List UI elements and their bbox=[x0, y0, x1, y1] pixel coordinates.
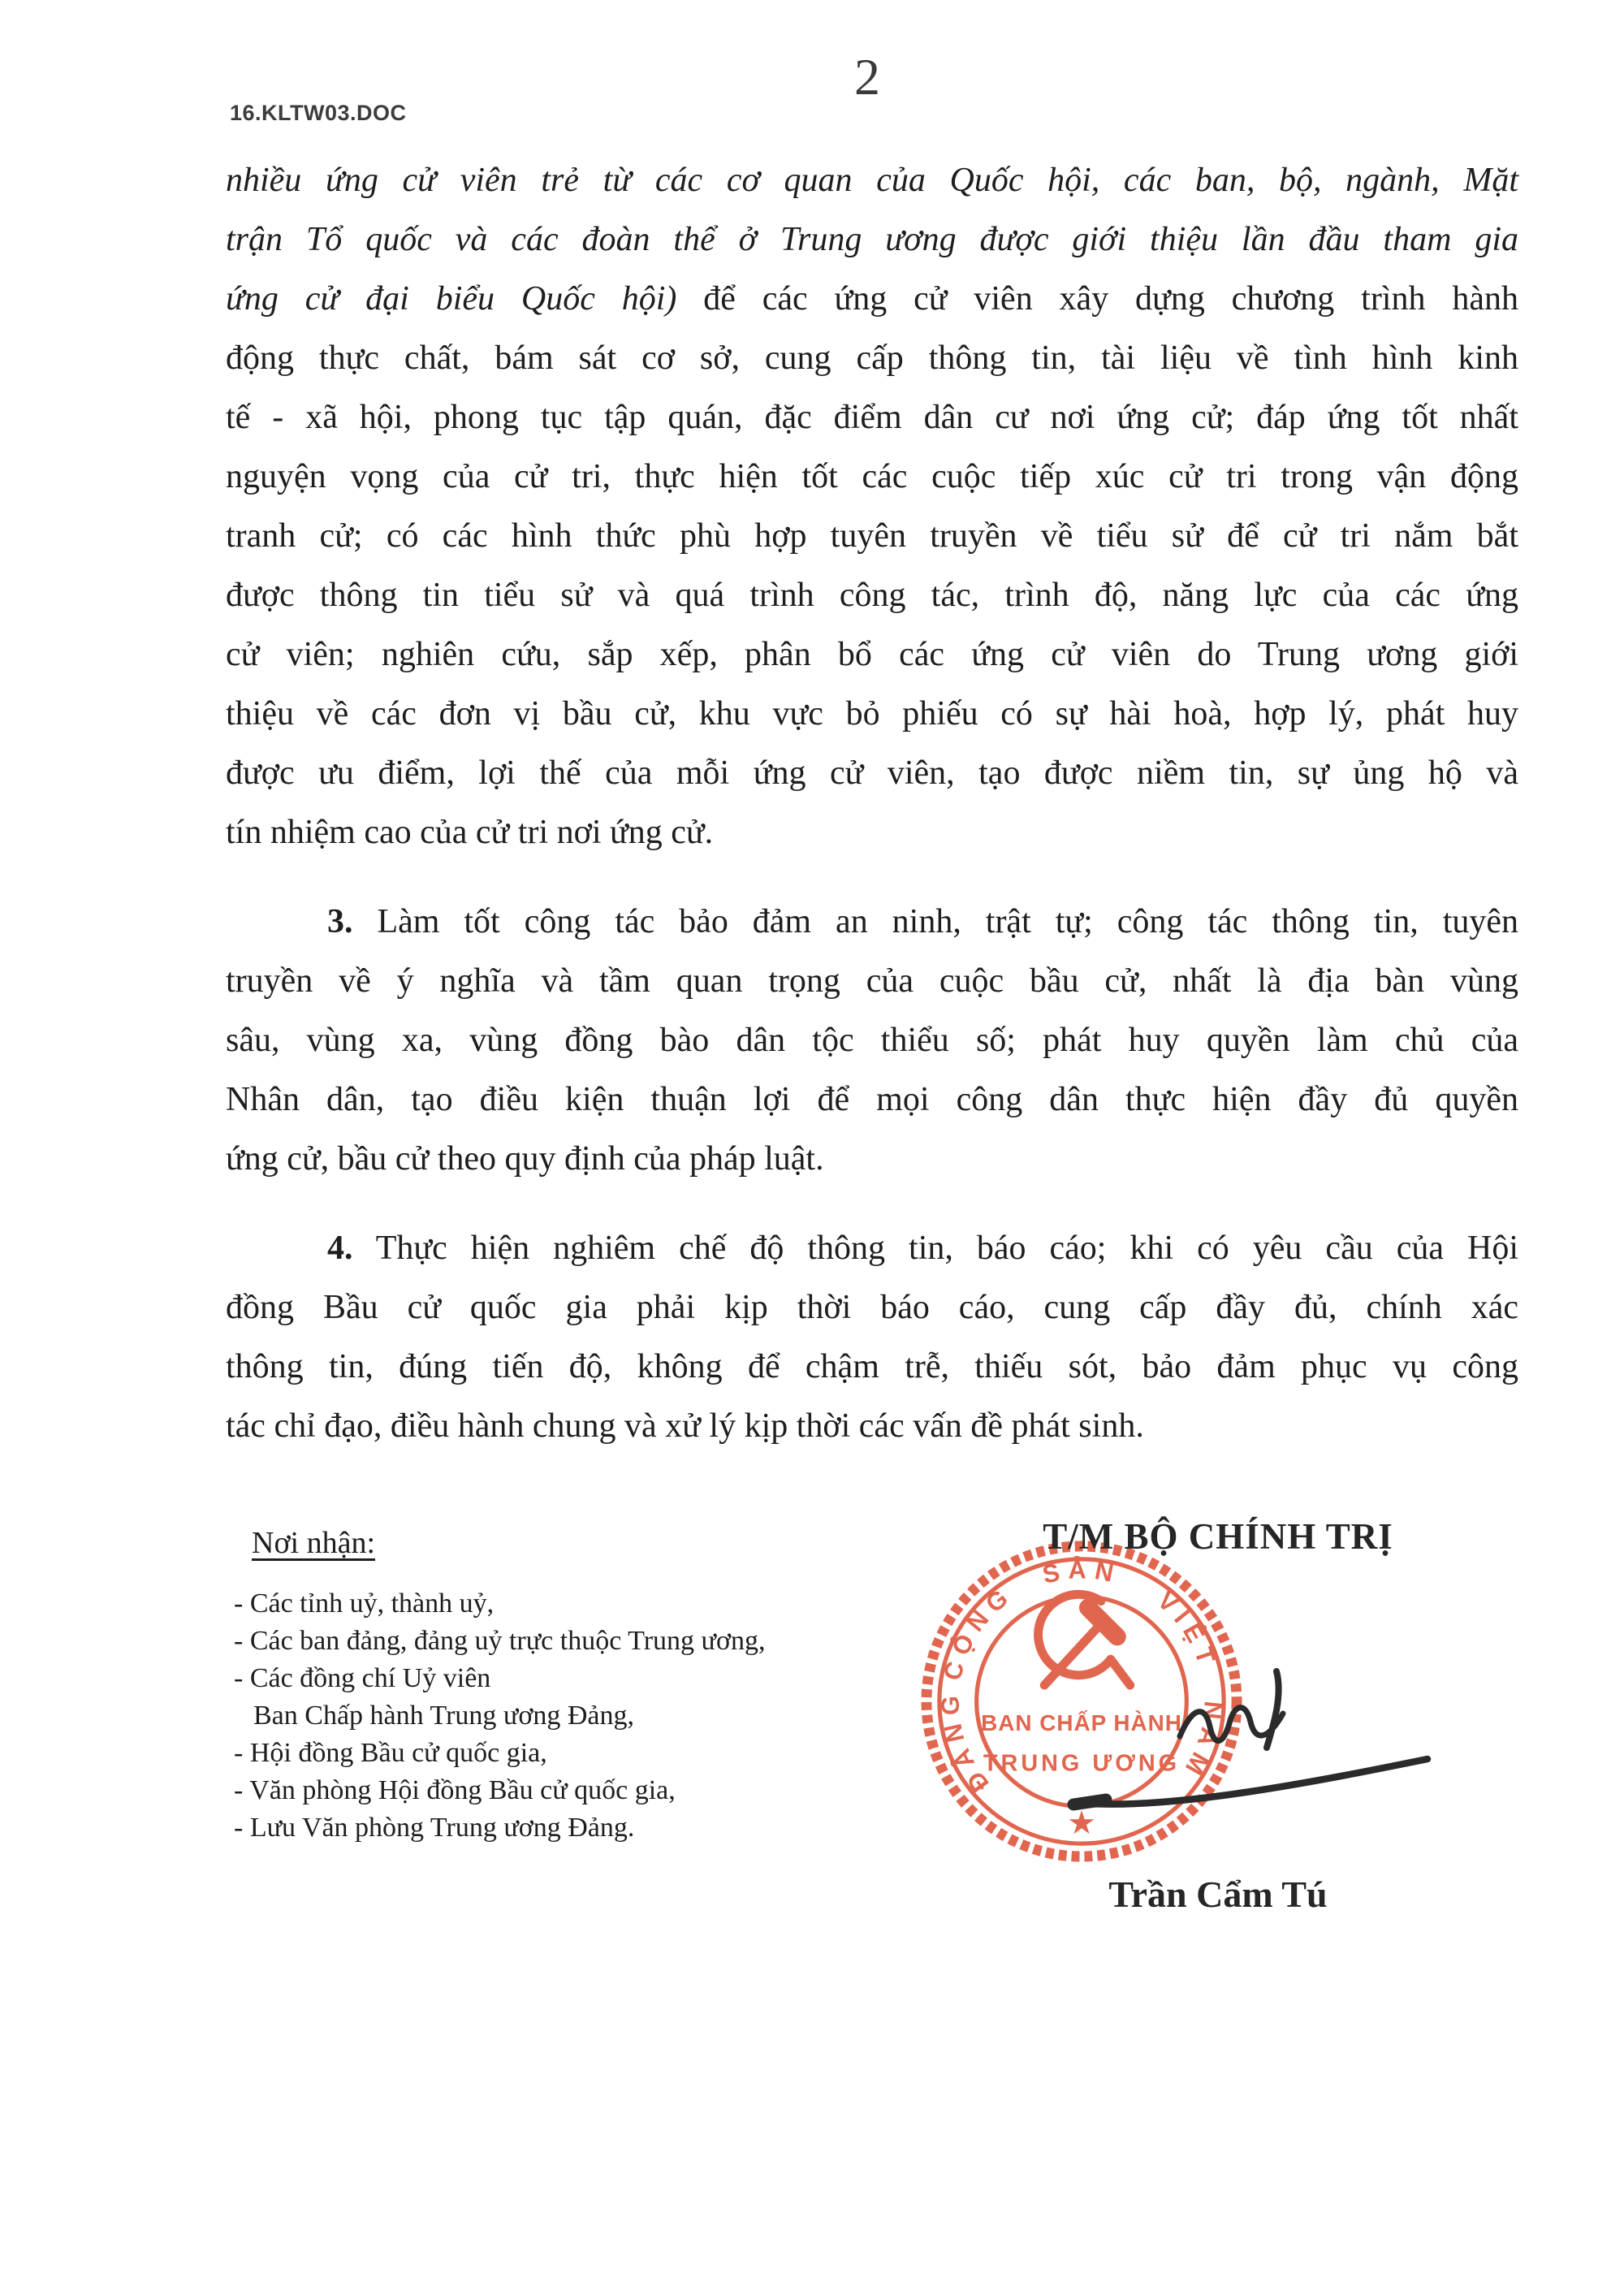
handwritten-signature bbox=[1064, 1657, 1462, 1819]
text-line: ứng cử, bầu cử theo quy định của pháp luật. bbox=[226, 1140, 824, 1178]
text-line: thiệu về các đơn vị bầu cử, khu vực bỏ phiếu có sự hài hoà, hợp lý, phát huy bbox=[226, 695, 1518, 733]
text-line: Nhân dân, tạo điều kiện thuận lợi để mọi công dân thực hiện đầy đủ quyền bbox=[226, 1081, 1518, 1118]
text-line: tác chỉ đạo, điều hành chung và xử lý kịp thời các vấn đề phát sinh. bbox=[226, 1407, 1144, 1445]
stamp-center-line1: BAN CHẤP HÀNH bbox=[981, 1709, 1182, 1735]
recipients-heading: Nơi nhận: bbox=[252, 1526, 376, 1560]
signature-underline-stroke bbox=[1080, 1759, 1427, 1804]
paragraph-4 bbox=[226, 1219, 1518, 1456]
text-line: tế - xã hội, phong tục tập quán, đặc điểm dân cư nơi ứng cử; đáp ứng tốt nhất bbox=[226, 399, 1518, 436]
signature-loops bbox=[1180, 1708, 1283, 1741]
text-line: cử viên; nghiên cứu, sắp xếp, phân bổ các ứng cử viên do Trung ương giới bbox=[226, 636, 1518, 673]
text-line: được thông tin tiểu sử và quá trình công tác, trình độ, năng lực của các ứng bbox=[226, 577, 1518, 614]
stamp-ring-word: VIỆT bbox=[1151, 1585, 1224, 1675]
stamp-ring-word: CỘNG bbox=[937, 1579, 1019, 1683]
text-line: trận Tổ quốc và các đoàn thể ở Trung ương được giới thiệu lần đầu tham gia bbox=[226, 221, 1518, 258]
stamp-ring-word: SẢN bbox=[1039, 1555, 1124, 1589]
text-line: nhiều ứng cử viên trẻ từ các cơ quan của Quốc hội, các ban, bộ, ngành, Mặt bbox=[226, 162, 1518, 199]
text-line: được ưu điểm, lợi thế của mỗi ứng cử viên, tạo được niềm tin, sự ủng hộ và bbox=[226, 754, 1518, 792]
text-line: thông tin, đúng tiến độ, không để chậm trễ, thiếu sót, bảo đảm phục vụ công bbox=[226, 1348, 1518, 1385]
recipient-item: - Văn phòng Hội đồng Bầu cử quốc gia, bbox=[234, 1775, 676, 1805]
text-line: 3. Làm tốt công tác bảo đảm an ninh, trật tự; công tác thông tin, tuyên bbox=[327, 903, 1518, 940]
text-line: tín nhiệm cao của cử tri nơi ứng cử. bbox=[226, 814, 714, 851]
recipients-block bbox=[234, 1524, 883, 1847]
text-line: nguyện vọng của cử tri, thực hiện tốt các cuộc tiếp xúc cử tri trong vận động bbox=[226, 458, 1518, 495]
text-line: đồng Bầu cử quốc gia phải kịp thời báo cáo, cung cấp đầy đủ, chính xác bbox=[226, 1289, 1518, 1326]
signing-authority-title: T/M BỘ CHÍNH TRỊ bbox=[1043, 1516, 1393, 1557]
signature-ink-blob bbox=[1073, 1800, 1106, 1804]
text-line: truyền về ý nghĩa và tầm quan trọng của cuộc bầu cử, nhất là địa bàn vùng bbox=[226, 962, 1518, 1000]
star-icon: ★ bbox=[1067, 1805, 1096, 1842]
text-line: sâu, vùng xa, vùng đồng bào dân tộc thiểu số; phát huy quyền làm chủ của bbox=[226, 1022, 1518, 1059]
file-reference: 16.KLTW03.DOC bbox=[230, 101, 407, 125]
recipient-item: Ban Chấp hành Trung ương Đảng, bbox=[253, 1701, 634, 1731]
body-text bbox=[226, 151, 1518, 1456]
text-line: tranh cử; có các hình thức phù hợp tuyên truyền về tiểu sử để cử tri nắm bắt bbox=[226, 517, 1518, 555]
paragraph-continuation bbox=[226, 151, 1518, 862]
recipient-item: - Các tỉnh uỷ, thành uỷ, bbox=[234, 1588, 495, 1619]
recipient-item: - Các đồng chí Uỷ viên bbox=[234, 1663, 491, 1693]
text-line: động thực chất, bám sát cơ sở, cung cấp thông tin, tài liệu về tình hình kinh bbox=[226, 339, 1518, 377]
signer-name: Trần Cẩm Tú bbox=[1108, 1874, 1328, 1915]
recipient-item: - Các ban đảng, đảng uỷ trực thuộc Trung ương, bbox=[234, 1626, 766, 1656]
recipient-item: - Hội đồng Bầu cử quốc gia, bbox=[234, 1738, 547, 1768]
text-line: ứng cử đại biểu Quốc hội) để các ứng cử viên xây dựng chương trình hành bbox=[226, 280, 1518, 318]
stamp-ring-word: ĐẢNG bbox=[935, 1688, 995, 1798]
stamp-ring-word: NAM bbox=[1176, 1700, 1228, 1787]
recipients-list bbox=[234, 1585, 883, 1847]
text-line: 4. Thực hiện nghiêm chế độ thông tin, báo cáo; khi có yêu cầu của Hội bbox=[327, 1230, 1518, 1267]
paragraph-3 bbox=[226, 892, 1518, 1189]
stamp-center-line2: TRUNG ƯƠNG bbox=[983, 1750, 1181, 1777]
recipient-item: - Lưu Văn phòng Trung ương Đảng. bbox=[234, 1813, 635, 1843]
page-number: 2 bbox=[854, 48, 880, 106]
signature-flourish bbox=[1267, 1671, 1279, 1748]
